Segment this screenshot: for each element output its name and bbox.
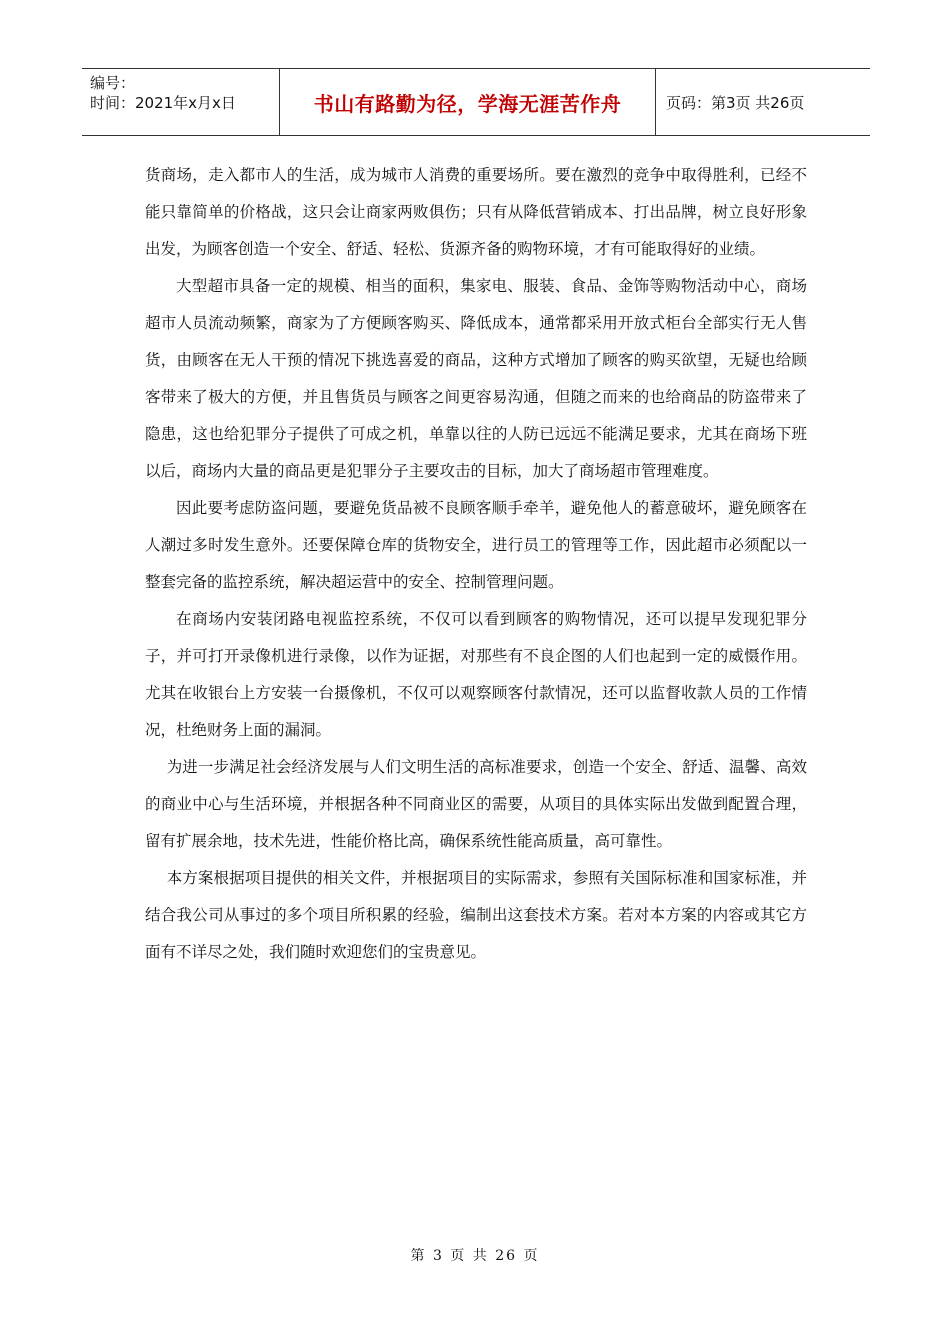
page-footer: 第 3 页 共 26 页 — [410, 1248, 540, 1264]
document-time-label: 时间：2021年x月x日 — [90, 94, 236, 112]
paragraph-continuation: 货商场，走入都市人的生活，成为城市人消费的重要场所。要在激烈的竞争中取得胜利，已经不能只靠简单的价格战，这只会让商家两败俱伤；只有从降低营销成本、打出品牌，树立良好形象出发，为顾客创造一个安全、舒适、轻松、货源齐备的购物环境，才有可能取得好的业绩。 — [145, 166, 807, 258]
page-header — [82, 68, 870, 136]
paragraph: 为进一步满足社会经济发展与人们文明生活的高标准要求，创造一个安全、舒适、温馨、高效的商业中心与生活环境，并根据各种不同商业区的需要，从项目的具体实际出发做到配置合理，留有扩展余地，技术先进，性能价格比高，确保系统性能高质量，高可靠性。 — [145, 758, 807, 850]
header-motto: 书山有路勤为径，学海无涯苦作舟 — [280, 69, 656, 135]
header-meta — [82, 69, 280, 135]
paragraph: 大型超市具备一定的规模、相当的面积，集家电、服装、食品、金饰等购物活动中心，商场超市人员流动频繁，商家为了方便顾客购买、降低成本，通常都采用开放式柜台全部实行无人售货，由顾客在无人干预的情况下挑选喜爱的商品，这种方式增加了顾客的购买欲望，无疑也给顾客带来了极大的方便，并且售货员与顾客之间更容易沟通，但随之而来的也给商品的防盗带来了隐患，这也给犯罪分子提供了可成之机，单靠以往的人防已远远不能满足要求，尤其在商场下班以后，商场内大量的商品更是犯罪分子主要攻击的目标，加大了商场超市管理难度。 — [145, 277, 807, 480]
document-number-label: 编号： — [90, 74, 136, 92]
header-page-number: 页码：第3页 共26页 — [666, 93, 805, 112]
paragraph: 在商场内安装闭路电视监控系统，不仅可以看到顾客的购物情况，还可以提早发现犯罪分子，并可打开录像机进行录像，以作为证据，对那些有不良企图的人们也起到一定的威慑作用。尤其在收银台上方安装一台摄像机，不仅可以观察顾客付款情况，还可以监督收款人员的工作情况，杜绝财务上面的漏洞。 — [145, 610, 807, 739]
paragraph: 本方案根据项目提供的相关文件，并根据项目的实际需求，参照有关国际标准和国家标准，并结合我公司从事过的多个项目所积累的经验，编制出这套技术方案。若对本方案的内容或其它方面有不详尽之处，我们随时欢迎您们的宝贵意见。 — [145, 869, 807, 961]
document-body — [145, 157, 807, 971]
paragraph: 因此要考虑防盗问题，要避免货品被不良顾客顺手牵羊，避免他人的蓄意破坏，避免顾客在人潮过多时发生意外。还要保障仓库的货物安全，进行员工的管理等工作，因此超市必须配以一整套完备的监控系统，解决超运营中的安全、控制管理问题。 — [145, 499, 807, 591]
